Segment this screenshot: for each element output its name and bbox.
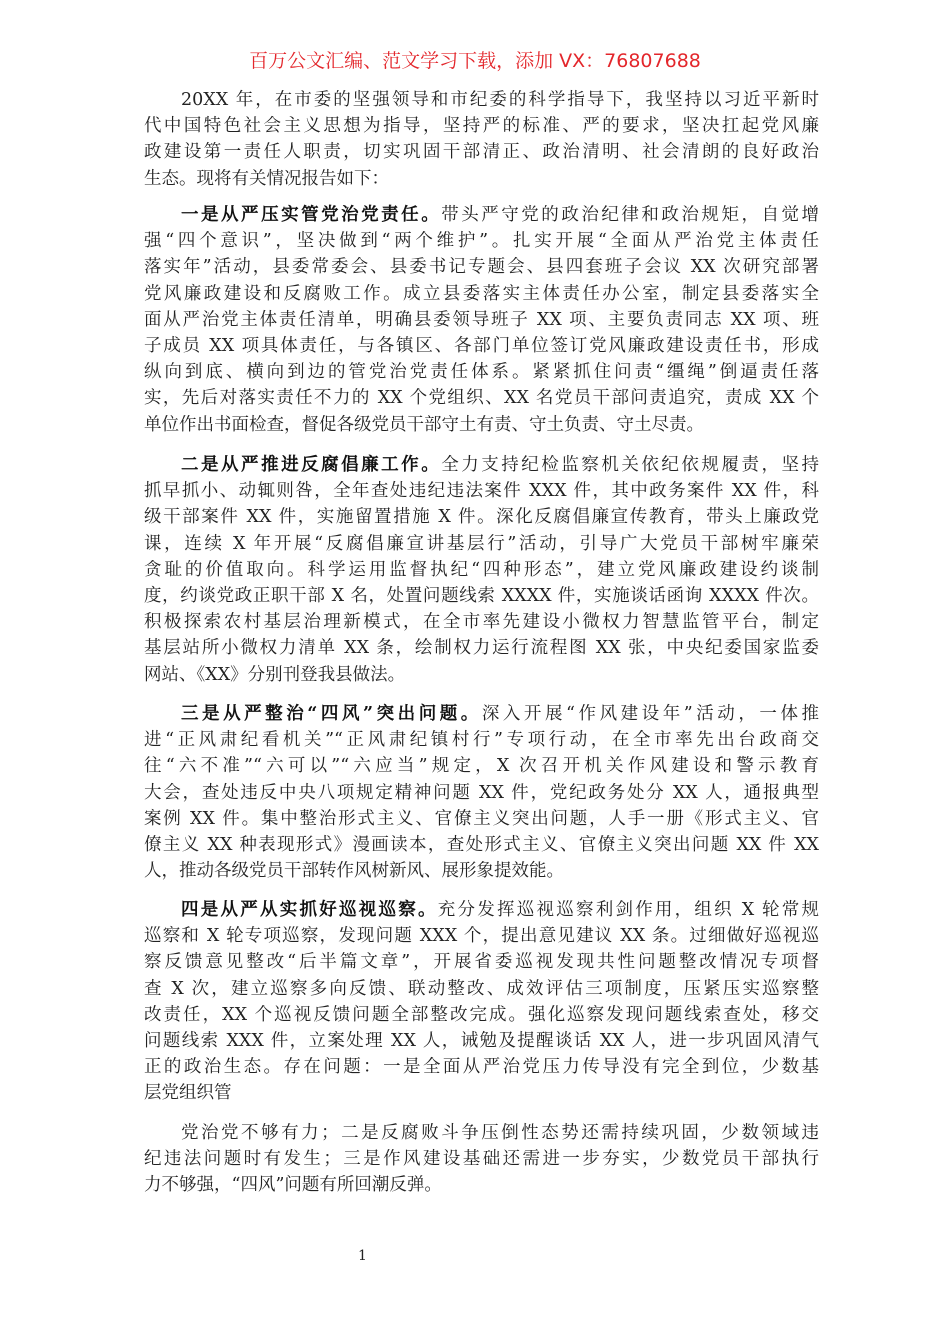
line-text: 带头严守党的政治纪律和政治规矩，自觉增 [441, 205, 820, 225]
paragraph-lead-heading: 二是从严推进反腐倡廉工作。 [181, 455, 442, 475]
text-line [144, 753, 819, 779]
line-text: 充分发挥巡视巡察利剑作用，组织 X 轮常规 [437, 900, 819, 920]
line-text: 察反馈意见整改“后半篇文章”，开展省委巡视发现共性问题整改情况专项督 [144, 952, 819, 973]
line-text: 巡察和 X 轮专项巡察，发现问题 XXX 个，提出意见建议 XX 条。过细做好巡视巡 [144, 926, 819, 947]
line-text: 问题线索 XXX 件，立案处理 XX 人，诫勉及提醒谈话 XX 人，进一步巩固风清气 [144, 1030, 819, 1051]
text-line [144, 87, 819, 113]
text-line [144, 1120, 819, 1146]
line-text: 大会，查处违反中央八项规定精神问题 XX 件，党纪政务处分 XX 人，通报典型 [144, 782, 819, 803]
text-line [144, 202, 819, 228]
line-text: 纪违法问题时有发生；三是作风建设基础还需进一步夯实，少数党员干部执行 [144, 1149, 819, 1170]
text-line [144, 452, 819, 478]
line-text: 力不够强，“四风”问题有所回潮反弹。 [144, 1175, 442, 1196]
line-text: 案例 XX 件。集中整治形式主义、官僚主义突出问题，人手一册《形式主义、官 [144, 808, 819, 829]
line-text: 全力支持纪检监察机关依纪依规履责，坚持 [441, 455, 820, 475]
line-text: 度，约谈党政正职干部 X 名，处置问题线索 XXXX 件，实施谈话函询 XXXX 件次。 [144, 585, 819, 606]
line-text: 课，连续 X 年开展“反腐倡廉宣讲基层行”活动，引导广大党员干部树牢廉荣 [144, 533, 819, 554]
line-text: 生态。现将有关情况报告如下： [144, 168, 389, 189]
text-line [144, 1146, 819, 1172]
text-line [144, 478, 819, 504]
line-text: 层党组织管 [144, 1083, 232, 1104]
text-line [144, 385, 819, 411]
text-line [144, 897, 819, 923]
text-line [144, 1080, 819, 1106]
line-text: 级干部案件 XX 件，实施留置措施 X 件。深化反腐倡廉宣传教育，带头上廉政党 [144, 507, 819, 528]
text-line [144, 281, 819, 307]
line-text: 基层站所小微权力清单 XX 条，绘制权力运行流程图 XX 张，中央纪委国家监委 [144, 638, 819, 659]
paragraph-lead-heading: 四是从严从实抓好巡视巡察。 [181, 900, 438, 920]
line-text: 纵向到底、横向到边的管党治党责任体系。紧紧抓住问责“缰绳”倒逼责任落 [144, 362, 819, 383]
text-line [144, 1054, 819, 1080]
line-text: 深入开展“作风建设年”活动，一体推 [481, 704, 819, 724]
text-line [144, 166, 819, 192]
text-line [144, 1172, 819, 1198]
paragraph [144, 452, 819, 688]
text-line [144, 976, 819, 1002]
text-line [144, 806, 819, 832]
line-text: 积极探索农村基层治理新模式，在全市率先建设小微权力智慧监管平台，制定 [144, 612, 819, 633]
paragraph [144, 87, 819, 192]
text-line [144, 557, 819, 583]
paragraph-lead-heading: 三是从严整治“四风”突出问题。 [181, 704, 482, 724]
line-text: 网站、《XX》分别刊登我县做法。 [144, 664, 406, 685]
paragraph-lead-heading: 一是从严压实管党治党责任。 [181, 205, 442, 225]
line-text: 政建设第一责任人职责，切实巩固干部清正、政治清明、社会清朗的良好政治 [144, 142, 819, 163]
paragraph [144, 897, 819, 1107]
text-line [144, 412, 819, 438]
paragraph [144, 701, 819, 884]
text-line [144, 1002, 819, 1028]
text-line [144, 113, 819, 139]
text-line [144, 139, 819, 165]
line-text: 落实年”活动，县委常委会、县委书记专题会、县四套班子会议 XX 次研究部署 [144, 257, 819, 278]
text-line [144, 228, 819, 254]
line-text: 往“六不准”“六可以”“六应当”规定，X 次召开机关作风建设和警示教育 [144, 756, 819, 777]
text-line [144, 949, 819, 975]
line-text: 20XX 年，在市委的坚强领导和市纪委的科学指导下，我坚持以习近平新时 [181, 90, 819, 110]
line-text: 正的政治生态。存在问题：一是全面从严治党压力传导没有完全到位，少数基 [144, 1057, 819, 1078]
text-line [144, 832, 819, 858]
text-line [144, 1028, 819, 1054]
line-text: 僚主义 XX 种表现形式》漫画读本，查处形式主义、官僚主义突出问题 XX 件 XX [144, 834, 819, 855]
line-text: 单位作出书面检查，督促各级党员干部守土有责、守土负责、守土尽责。 [144, 414, 704, 435]
text-line [144, 504, 819, 530]
text-line [144, 254, 819, 280]
line-text: 贪耻的价值取向。科学运用监督执纪“四种形态”，建立党风廉政建设约谈制 [144, 559, 819, 580]
line-text: 面从严治党主体责任清单，明确县委领导班子 XX 项、主要负责同志 XX 项、班 [144, 309, 819, 330]
text-line [144, 583, 819, 609]
text-line [144, 635, 819, 661]
paragraph [144, 202, 819, 438]
line-text: 子成员 XX 项具体责任，与各镇区、各部门单位签订党风廉政建设责任书，形成 [144, 335, 819, 356]
watermark-header: 百万公文汇编、范文学习下载，添加 VX：76807688 [249, 50, 701, 72]
text-line [144, 662, 819, 688]
text-line [144, 701, 819, 727]
text-line [144, 780, 819, 806]
line-text: 代中国特色社会主义思想为指导，坚持严的标准、严的要求，坚决扛起党风廉 [144, 116, 819, 137]
text-line [144, 858, 819, 884]
text-line [144, 923, 819, 949]
line-text: 实，先后对落实责任不力的 XX 个党组织、XX 名党员干部问责追究，责成 XX 个 [144, 388, 819, 409]
text-line [144, 333, 819, 359]
line-text: 改责任，XX 个巡视反馈问题全部整改完成。强化巡察发现问题线索查处，移交 [144, 1004, 819, 1025]
paragraph [144, 1120, 819, 1199]
line-text: 抓早抓小、动辄则咎，全年查处违纪违法案件 XXX 件，其中政务案件 XX 件，科 [144, 481, 819, 502]
text-line [144, 727, 819, 753]
line-text: 人，推动各级党员干部转作风树新风、展形象提效能。 [144, 861, 564, 882]
line-text: 强“四个意识”，坚决做到“两个维护”。扎实开展“全面从严治党主体责任 [144, 231, 819, 252]
page-number: 1 [358, 1248, 367, 1264]
text-line [144, 609, 819, 635]
text-line [144, 359, 819, 385]
line-text: 党风廉政建设和反腐败工作。成立县委落实主体责任办公室，制定县委落实全 [144, 283, 819, 304]
text-line [144, 307, 819, 333]
line-text: 党治党不够有力；二是反腐败斗争压倒性态势还需持续巩固，少数领域违 [181, 1123, 819, 1143]
line-text: 进“正风肃纪看机关”“正风肃纪镇村行”专项行动，在全市率先出台政商交 [144, 730, 819, 751]
text-line [144, 531, 819, 557]
line-text: 查 X 次，建立巡察多向反馈、联动整改、成效评估三项制度，压紧压实巡察整 [144, 978, 819, 999]
